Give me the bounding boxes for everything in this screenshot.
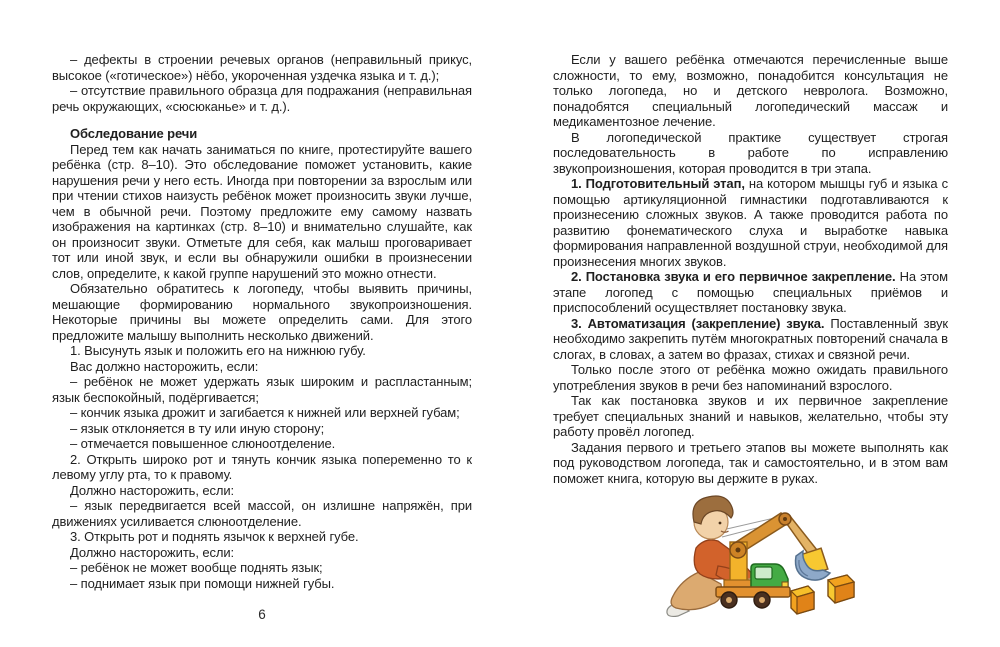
text-run: на котором мышцы губ и языка с помощью артикуляционной гимнастики подготавливаются к произнесению сложных звуков. А также проводится работа по развитию фонематического слуха и выработке навыка формирования направленной воздушной струи, необходимой для произнесения многих звуков. — [553, 176, 948, 269]
text-run: Так как постановка звуков и их первичное закрепление требует специальных знаний и навыков, желательно, чтобы эту работу провёл логопед. — [553, 393, 948, 439]
bold-text-run: 3. Автоматизация (закрепление) звука. — [571, 315, 825, 331]
text-run: – ребёнок не может вообще поднять язык; — [70, 560, 323, 575]
text-run: В логопедической практике существует строгая последовательность в работе по исправлению звукопроизношения, которая проводится в три этапа. — [553, 129, 948, 176]
paragraph — [52, 83, 472, 114]
text-run: – кончик языка дрожит и загибается к нижней или верхней губам; — [70, 405, 460, 420]
paragraph — [52, 281, 472, 343]
bold-text-run: 1. Подготовительный этап, — [571, 176, 745, 191]
paragraph — [553, 176, 948, 269]
text-run: – дефекты в строении речевых органов (неправильный прикус, высокое («готическое») нёбо, укороченная уздечка языка и т. д.); — [52, 52, 472, 83]
text-run: 1. Высунуть язык и положить его на нижнюю губу. — [70, 343, 366, 358]
paragraph — [52, 52, 472, 83]
paragraph — [52, 560, 472, 576]
text-run: Если у вашего ребёнка отмечаются перечисленные выше сложности, то ему, возможно, понадобится консультация не только логопеда, но и детского невролога. Возможно, понадобятся специальный логопедический массаж и медикаментозное лечение. — [553, 52, 948, 129]
section-heading — [52, 126, 472, 142]
paragraph — [52, 529, 472, 545]
text-run: Должно насторожить, если: — [70, 544, 235, 560]
paragraph — [52, 142, 472, 282]
block-right — [828, 575, 854, 603]
text-run: 3. Открыть рот и поднять язычок к верхней губе. — [70, 529, 359, 544]
paragraph — [52, 359, 472, 375]
text-run: На этом этапе логопед с помощью специальных приёмов и приспособлений осуществляет постановку звука. — [553, 269, 948, 315]
crane-scoop — [796, 548, 831, 580]
text-run: – отмечается повышенное слюноотделение. — [70, 436, 336, 451]
right-column — [553, 52, 948, 486]
paragraph — [553, 362, 948, 393]
paragraph — [52, 545, 472, 561]
text-run: – язык передвигается всей массой, он излишне напряжён, при движениях усиливается слюноотделение. — [52, 498, 472, 529]
text-run: – отсутствие правильного образца для подражания (неправильная речь окружающих, «сюсюканье» и т. д.). — [52, 83, 472, 114]
bold-text-run: 2. Постановка звука и его первичное закрепление. — [571, 269, 896, 284]
paragraph — [52, 374, 472, 405]
paragraph — [52, 343, 472, 359]
block-left — [791, 586, 814, 614]
text-run: Задания первого и третьего этапов вы можете выполнять как под руководством логопеда, так и самостоятельно, и в этом вам поможет книга, которую вы держите в руках. — [553, 439, 948, 486]
text-run: Должно насторожить, если: — [70, 482, 235, 498]
left-column — [52, 52, 472, 591]
boy-with-toy-crane-illustration — [648, 476, 870, 634]
text-run: Поставленный звук необходимо закрепить путём многократных повторений сначала в слогах, в словах, а затем во фразах, стихах и связной речи. — [553, 315, 948, 362]
text-run: Вас должно насторожить, если: — [70, 358, 259, 374]
paragraph — [52, 483, 472, 499]
paragraph — [553, 130, 948, 177]
text-run: Обязательно обратитесь к логопеду, чтобы выявить причины, мешающие формированию нормального звукопроизношения. Некоторые причины вы можете определить сами. Для этого предложите малышу выполнить несколько движений. — [52, 281, 472, 343]
paragraph — [553, 269, 948, 316]
paragraph — [553, 393, 948, 440]
paragraph — [52, 405, 472, 421]
paragraph — [52, 576, 472, 592]
text-run: 2. Открыть широко рот и тянуть кончик языка попеременно то к левому углу рта, то к правому. — [52, 451, 472, 482]
text-run: – язык отклоняется в ту или иную сторону; — [70, 420, 325, 436]
text-run: Перед тем как начать заниматься по книге, протестируйте вашего ребёнка (стр. 8–10). Это обследование поможет установить, какие нарушения речи у него есть. Иногда при повторении за взрослым или при чтении стихов наизусть ребёнок может произносить звуки лучше, чем в обычной речи. Поэтому предложите ему самому назвать изображения на картинках (стр. 8–10) и внимательно слушайте, как он произносит звуки. Отметьте для себя, как малыш проговаривает тот или иной звук, и если вы обнаружили ошибки в произнесении слов, определите, к какой группе нарушений это можно отнести. — [52, 141, 472, 281]
paragraph — [52, 452, 472, 483]
text-run: Только после этого от ребёнка можно ожидать правильного употребления звуков в речи без напоминаний взрослого. — [553, 362, 948, 393]
toy-blocks — [791, 575, 854, 614]
paragraph — [52, 436, 472, 452]
paragraph — [52, 421, 472, 437]
text-run: – поднимает язык при помощи нижней губы. — [70, 575, 335, 591]
bold-text-run: Обследование речи — [70, 126, 198, 141]
paragraph — [553, 52, 948, 130]
page-number: 6 — [258, 607, 266, 622]
text-run: – ребёнок не может удержать язык широким и распластанным; язык беспокойный, подёргивается; — [52, 374, 472, 405]
paragraph — [553, 316, 948, 363]
paragraph — [52, 498, 472, 529]
